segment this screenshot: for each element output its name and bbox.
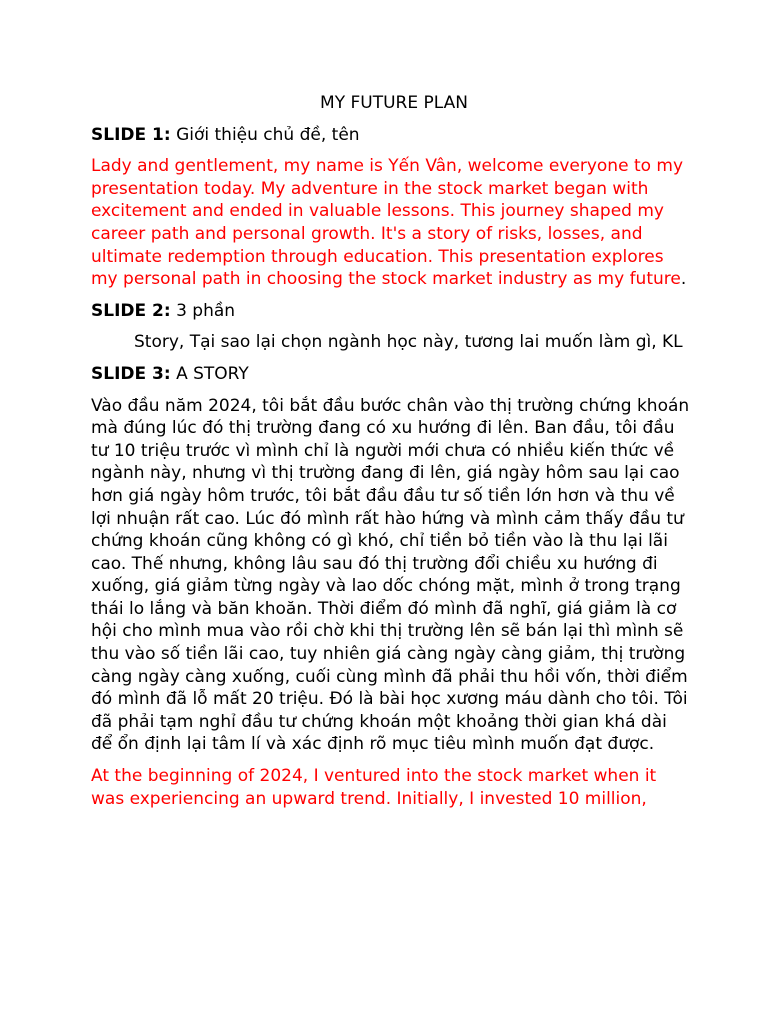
slide-2-text: 3 phần bbox=[170, 300, 236, 321]
slide-2-label: SLIDE 2: bbox=[91, 300, 171, 321]
intro-english-paragraph bbox=[91, 155, 691, 291]
intro-english-text: Lady and gentlement, my name is Yến Vân, welcome everyone to my presentation today. My adventure in the stock market began with excitement and ended in valuable lessons. This journey shaped my career path and personal growth. It's a story of risks, losses, and ultimate redemption through education. This presentation explores my personal path in choosing the stock market industry as my future bbox=[91, 156, 684, 290]
slide-3-label: SLIDE 3: bbox=[91, 363, 171, 384]
document-page bbox=[91, 92, 691, 819]
slide-1-text: Giới thiệu chủ đề, tên bbox=[170, 124, 360, 145]
slide-1-label: SLIDE 1: bbox=[91, 124, 171, 145]
slide-3-heading bbox=[91, 363, 691, 386]
slide-2-heading bbox=[91, 300, 691, 323]
story-english-paragraph: At the beginning of 2024, I ventured into the stock market when it was experiencing an upward trend. Initially, I invested 10 million, bbox=[91, 766, 657, 809]
document-title: MY FUTURE PLAN bbox=[320, 93, 468, 113]
slide-3-text: A STORY bbox=[170, 363, 249, 384]
intro-english-period: . bbox=[680, 269, 687, 290]
story-vietnamese-paragraph: Vào đầu năm 2024, tôi bắt đầu bước chân vào thị trường chứng khoán mà đúng lúc đó thị trường đang có xu hướng đi lên. Ban đầu, tôi đầu tư 10 triệu trước vì mình chỉ là người mới chưa có nhiều kiến thức về ngành này, nhưng vì thị trường đang đi lên, giá ngày hôm sau lại cao hơn giá ngày hôm trước, tôi bắt đầu đầu tư số tiền lớn hơn và thu về lợi nhuận rất cao. Lúc đó mình rất hào hứng và mình cảm thấy đầu tư chứng khoán cũng không có gì khó, chỉ tiền bỏ tiền vào là thu lại lãi cao. Thế nhưng, không lâu sau đó thị trường đổi chiều xu hướng đi xuống, giá giảm từng ngày và lao dốc chóng mặt, mình ở trong trạng thái lo lắng và băn khoăn. Thời điểm đó mình đã nghĩ, giá giảm là cơ hội cho mình mua vào rồi chờ khi thị trường lên sẽ bán lại thì mình sẽ thu vào số tiền lãi cao, tuy nhiên giá càng ngày càng giảm, thị trường càng ngày càng xuống, cuối cùng mình đã phải thu hồi vốn, thời điểm đó mình đã lỗ mất 20 triệu. Đó là bài học xương máu dành cho tôi. Tôi đã phải tạm nghỉ đầu tư chứng khoán một khoảng thời gian khá dài để ổn định lại tâm lí và xác định rõ mục tiêu mình muốn đạt được. bbox=[91, 395, 690, 755]
slide-2-parts: Story, Tại sao lại chọn ngành học này, tương lai muốn làm gì, KL bbox=[134, 332, 683, 353]
slide-1-heading bbox=[91, 124, 691, 147]
